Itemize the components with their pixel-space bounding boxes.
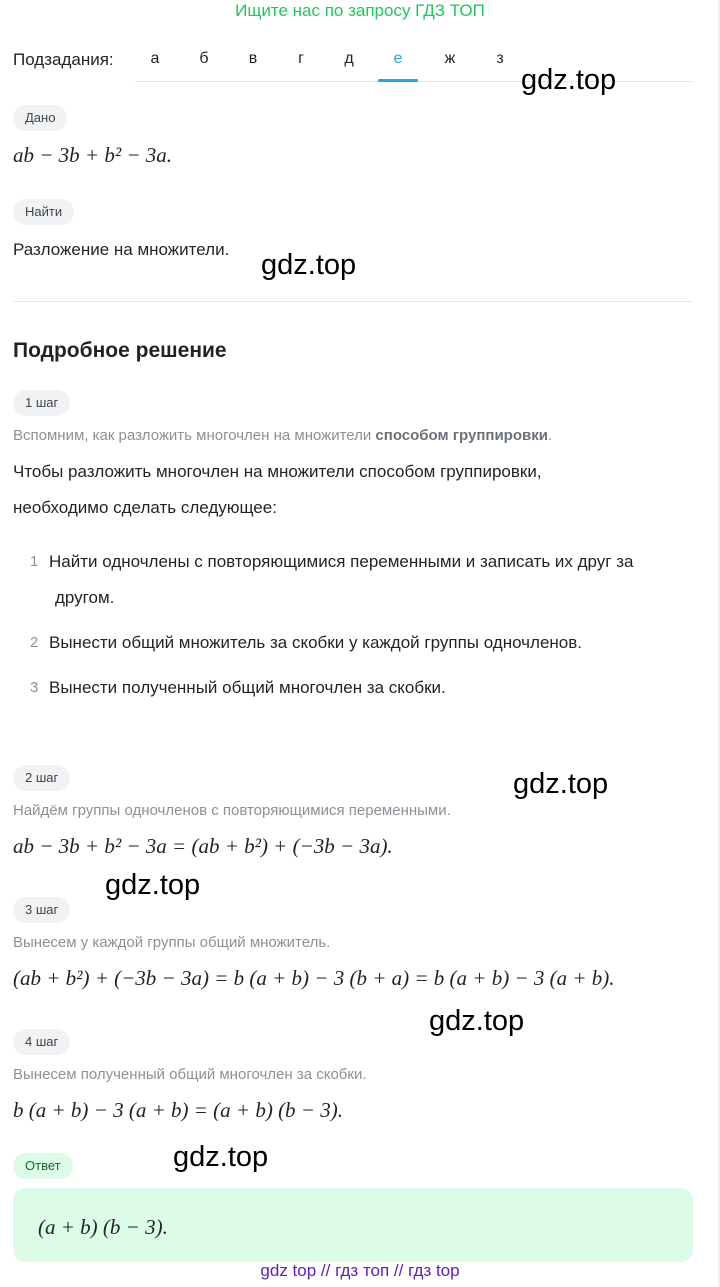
step-2-hint: Найдём группы одночленов с повторяющимися переменными. [13,802,451,819]
tab-v[interactable]: в [248,50,258,67]
step-1-hint: Вспомним, как разложить многочлен на множители способом группировки. [13,427,553,444]
watermark: gdz.top [429,1005,525,1037]
tab-d[interactable]: д [344,50,354,67]
watermark: gdz.top [513,768,609,800]
list-item-1-line-1: Найти одночлены с повторяющимися переменными и записать их друг за [49,552,634,571]
step-3-expression: (ab + b²) + (−3b − 3a) = b (a + b) − 3 (b + a) = b (a + b) − 3 (a + b). [13,966,615,990]
step-4-hint: Вынесем полученный общий многочлен за скобки. [13,1066,367,1083]
find-text: Разложение на множители. [13,240,230,259]
footer-links[interactable]: gdz top // гдз топ // гдз top [260,1261,460,1280]
step-4-expression: b (a + b) − 3 (a + b) = (a + b) (b − 3). [13,1098,343,1122]
list-number-3: 3 [30,679,39,696]
tab-z[interactable]: з [496,50,504,67]
answer-badge: Ответ [13,1153,73,1179]
subtasks-label: Подзадания: [13,50,114,69]
watermark: gdz.top [521,64,617,96]
tab-a[interactable]: а [150,50,160,67]
watermark: gdz.top [173,1141,269,1173]
answer-expression: (a + b) (b − 3). [38,1215,168,1239]
watermark: gdz.top [105,869,201,901]
step-3-hint: Вынесем у каждой группы общий множитель. [13,934,331,951]
step-3-badge: 3 шаг [13,897,70,923]
list-item-1-line-2: другом. [55,588,115,607]
tab-zh[interactable]: ж [444,50,456,67]
find-badge: Найти [13,199,74,225]
tab-e[interactable]: е [393,50,403,67]
given-expression: ab − 3b + b² − 3a. [13,143,173,167]
watermark: gdz.top [261,249,357,281]
answer-box [13,1188,693,1262]
list-number-2: 2 [30,634,39,651]
active-tab-indicator [378,79,418,82]
search-banner[interactable]: Ищите нас по запросу ГДЗ ТОП [235,1,485,20]
step-1-hint-bold: способом группировки [375,427,548,444]
step-1-text-line-1: Чтобы разложить многочлен на множители способом группировки, [13,462,542,481]
tab-b[interactable]: б [199,50,209,67]
step-1-badge: 1 шаг [13,390,70,416]
list-item-2: Вынести общий множитель за скобки у каждой группы одночленов. [49,633,583,652]
step-2-expression: ab − 3b + b² − 3a = (ab + b²) + (−3b − 3a). [13,834,393,858]
step-4-badge: 4 шаг [13,1029,70,1055]
given-badge: Дано [13,105,67,131]
tab-g[interactable]: г [298,50,304,67]
step-2-badge: 2 шаг [13,765,70,791]
solution-title: Подробное решение [13,339,227,362]
list-item-3: Вынести полученный общий многочлен за скобки. [49,678,446,697]
step-1-text-line-2: необходимо сделать следующее: [13,498,277,517]
section-divider [13,301,693,302]
list-number-1: 1 [30,553,39,570]
